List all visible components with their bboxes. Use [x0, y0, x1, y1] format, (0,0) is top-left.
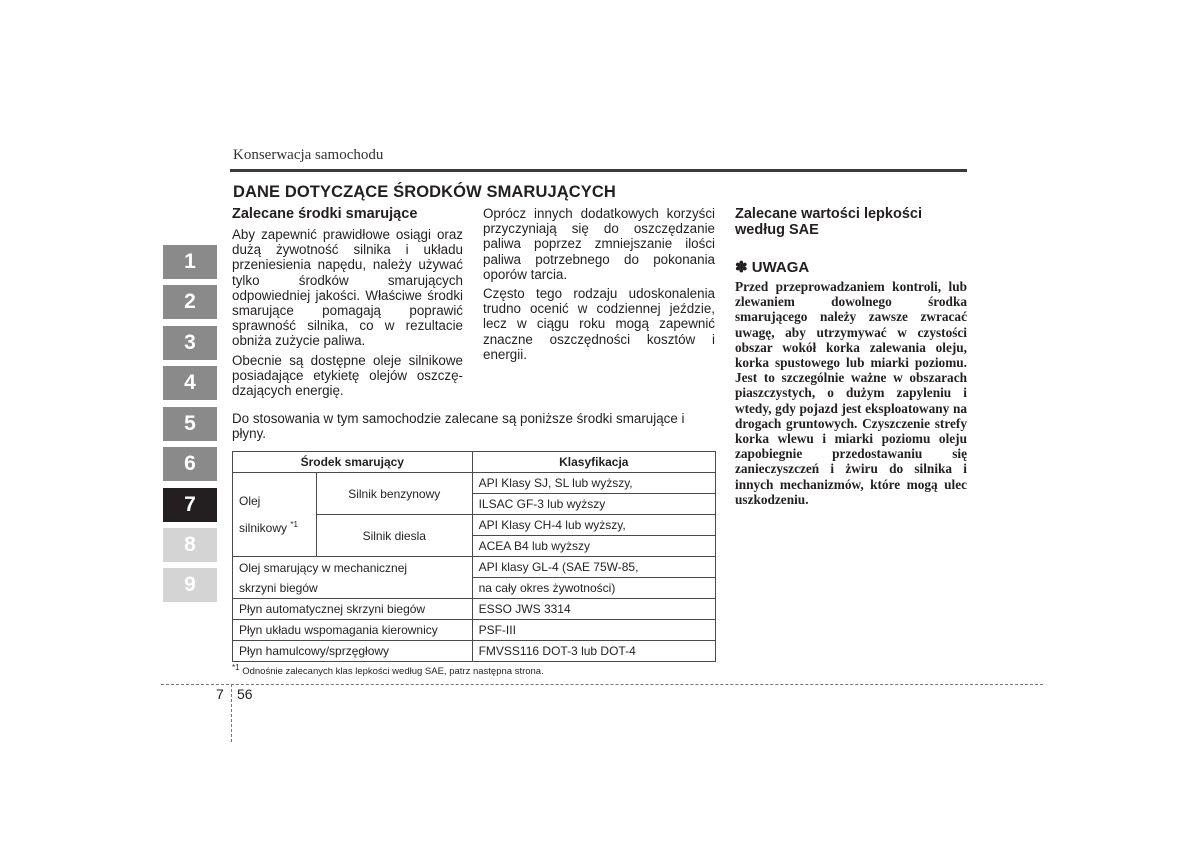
manual-gearbox-cell	[233, 557, 473, 599]
table-intro-text: Do stosowania w tym samochodzie zalecane są poniższe środki smarujące i płyny.	[232, 411, 685, 442]
manual-gearbox-name-1: Olej smarujący w mechanicznej	[239, 560, 408, 575]
header-classification: Klasyfikacja	[472, 452, 715, 473]
chapter-tab-3[interactable]: 3	[163, 326, 217, 360]
chapter-tab-6[interactable]: 6	[163, 447, 217, 481]
petrol-engine-cell: Silnik benzynowy	[316, 473, 472, 515]
chapter-tab-7[interactable]: 7	[163, 488, 217, 522]
petrol-class-1: API Klasy SJ, SL lub wyższy,	[472, 473, 715, 494]
subtitle-recommended-lubricants: Zalecane środki smarujące	[232, 206, 418, 222]
footnote-ref: *1	[290, 520, 298, 529]
footer-divider-horizontal	[161, 684, 1043, 685]
header-rule	[230, 169, 967, 172]
diesel-class-1: API Klasy CH-4 lub wyższy,	[472, 515, 715, 536]
left-paragraph-2: Obecnie są dostępne oleje silnikowe posiadające etykietę olejów oszczę-dzających energię.	[232, 352, 463, 399]
left-paragraph-1: Aby zapewnić prawidłowe osiągi oraz dużą żywotność silnika i układu przeniesienia napędu, należy używać tylko środków smarujących odpowiedniej jakości. Właściwe środki smarujące pomagają poprawić sprawność silnika, co w rezultacie obniża zużycie paliwa.	[232, 227, 463, 349]
petrol-class-2: ILSAC GF-3 lub wyższy	[472, 494, 715, 515]
engine-oil-label-2: silnikowy	[239, 521, 288, 535]
middle-column	[483, 206, 715, 366]
automatic-gearbox-cell: Płyn automatycznej skrzyni biegów	[233, 599, 473, 620]
chapter-tab-9[interactable]: 9	[163, 568, 217, 602]
footnote-mark: *1	[232, 663, 240, 672]
warning-title: ✽ UWAGA	[735, 259, 810, 276]
power-steering-cell: Płyn układu wspomagania kierownicy	[233, 620, 473, 641]
left-column	[232, 227, 463, 402]
engine-oil-cell	[233, 473, 317, 557]
table-header-row	[233, 452, 716, 473]
chapter-tab-4[interactable]: 4	[163, 366, 217, 400]
page-number: 56	[237, 686, 253, 702]
table-row	[233, 473, 716, 494]
automatic-class: ESSO JWS 3314	[472, 599, 715, 620]
middle-paragraph-1: Oprócz innych dodatkowych korzyści przyczyniają się do oszczędzanie paliwa poprzez zmniejszanie ilości paliwa potrzebnego do pokonania oporów tarcia.	[483, 206, 715, 282]
chapter-tab-8[interactable]: 8	[163, 528, 217, 562]
footer-divider-vertical	[231, 684, 232, 742]
manual-class-2: na cały okres żywotności)	[472, 578, 715, 599]
manual-class-1: API klasy GL-4 (SAE 75W-85,	[472, 557, 715, 578]
steering-class: PSF-III	[472, 620, 715, 641]
table-row	[233, 641, 716, 662]
right-column	[735, 206, 967, 507]
diesel-engine-cell: Silnik diesla	[316, 515, 472, 557]
chapter-tab-5[interactable]: 5	[163, 407, 217, 441]
table-row	[233, 620, 716, 641]
diesel-class-2: ACEA B4 lub wyższy	[472, 536, 715, 557]
running-header: Konserwacja samochodu	[233, 147, 384, 163]
chapter-tab-2[interactable]: 2	[163, 285, 217, 319]
warning-body: Przed przeprowadzaniem kontroli, lub zlewaniem dowolnego środka smarującego należy zawsze zwracać uwagę, aby utrzymywać w czystości obszar wokół korka zalewania oleju, korka spustowego lub miarki poziomu. Jest to szczególnie ważne w obszarach piaszczystych, o dużym zapyleniu i wtedy, gdy pojazd jest eksploatowany na drogach gruntowych. Czyszczenie strefy korka wlewu i miarki poziomu oleju zapobiegnie przedostawaniu się zanieczyszczeń i żwiru do silnika i innych mechanizmów, które mogą ulec uszkodzeniu.	[735, 279, 967, 507]
section-title: DANE DOTYCZĄCE ŚRODKÓW SMARUJĄCYCH	[233, 183, 616, 201]
middle-paragraph-2: Często tego rodzaju udoskonalenia trudno ocenić w codziennej jeździe, lecz w ciągu roku mogą zapewnić znaczne oszczędności kosztów i energii.	[483, 286, 715, 362]
brake-class: FMVSS116 DOT-3 lub DOT-4	[472, 641, 715, 662]
table-footnote	[232, 663, 544, 677]
table-intro	[232, 411, 716, 441]
table-row	[233, 557, 716, 578]
header-lubricant: Środek smarujący	[233, 452, 473, 473]
table-row	[233, 599, 716, 620]
page-chapter-number: 7	[216, 686, 224, 702]
footnote-text: Odnośnie zalecanych klas lepkości według SAE, patrz następna strona.	[239, 666, 544, 678]
subtitle-sae-viscosity: Zalecane wartości lepkości według SAE	[735, 206, 922, 238]
lubricants-table	[232, 451, 716, 662]
chapter-tab-1[interactable]: 1	[163, 245, 217, 279]
engine-oil-label-1: Olej	[239, 494, 261, 508]
manual-gearbox-name-2: skrzyni biegów	[239, 580, 318, 595]
brake-fluid-cell: Płyn hamulcowy/sprzęgłowy	[233, 641, 473, 662]
